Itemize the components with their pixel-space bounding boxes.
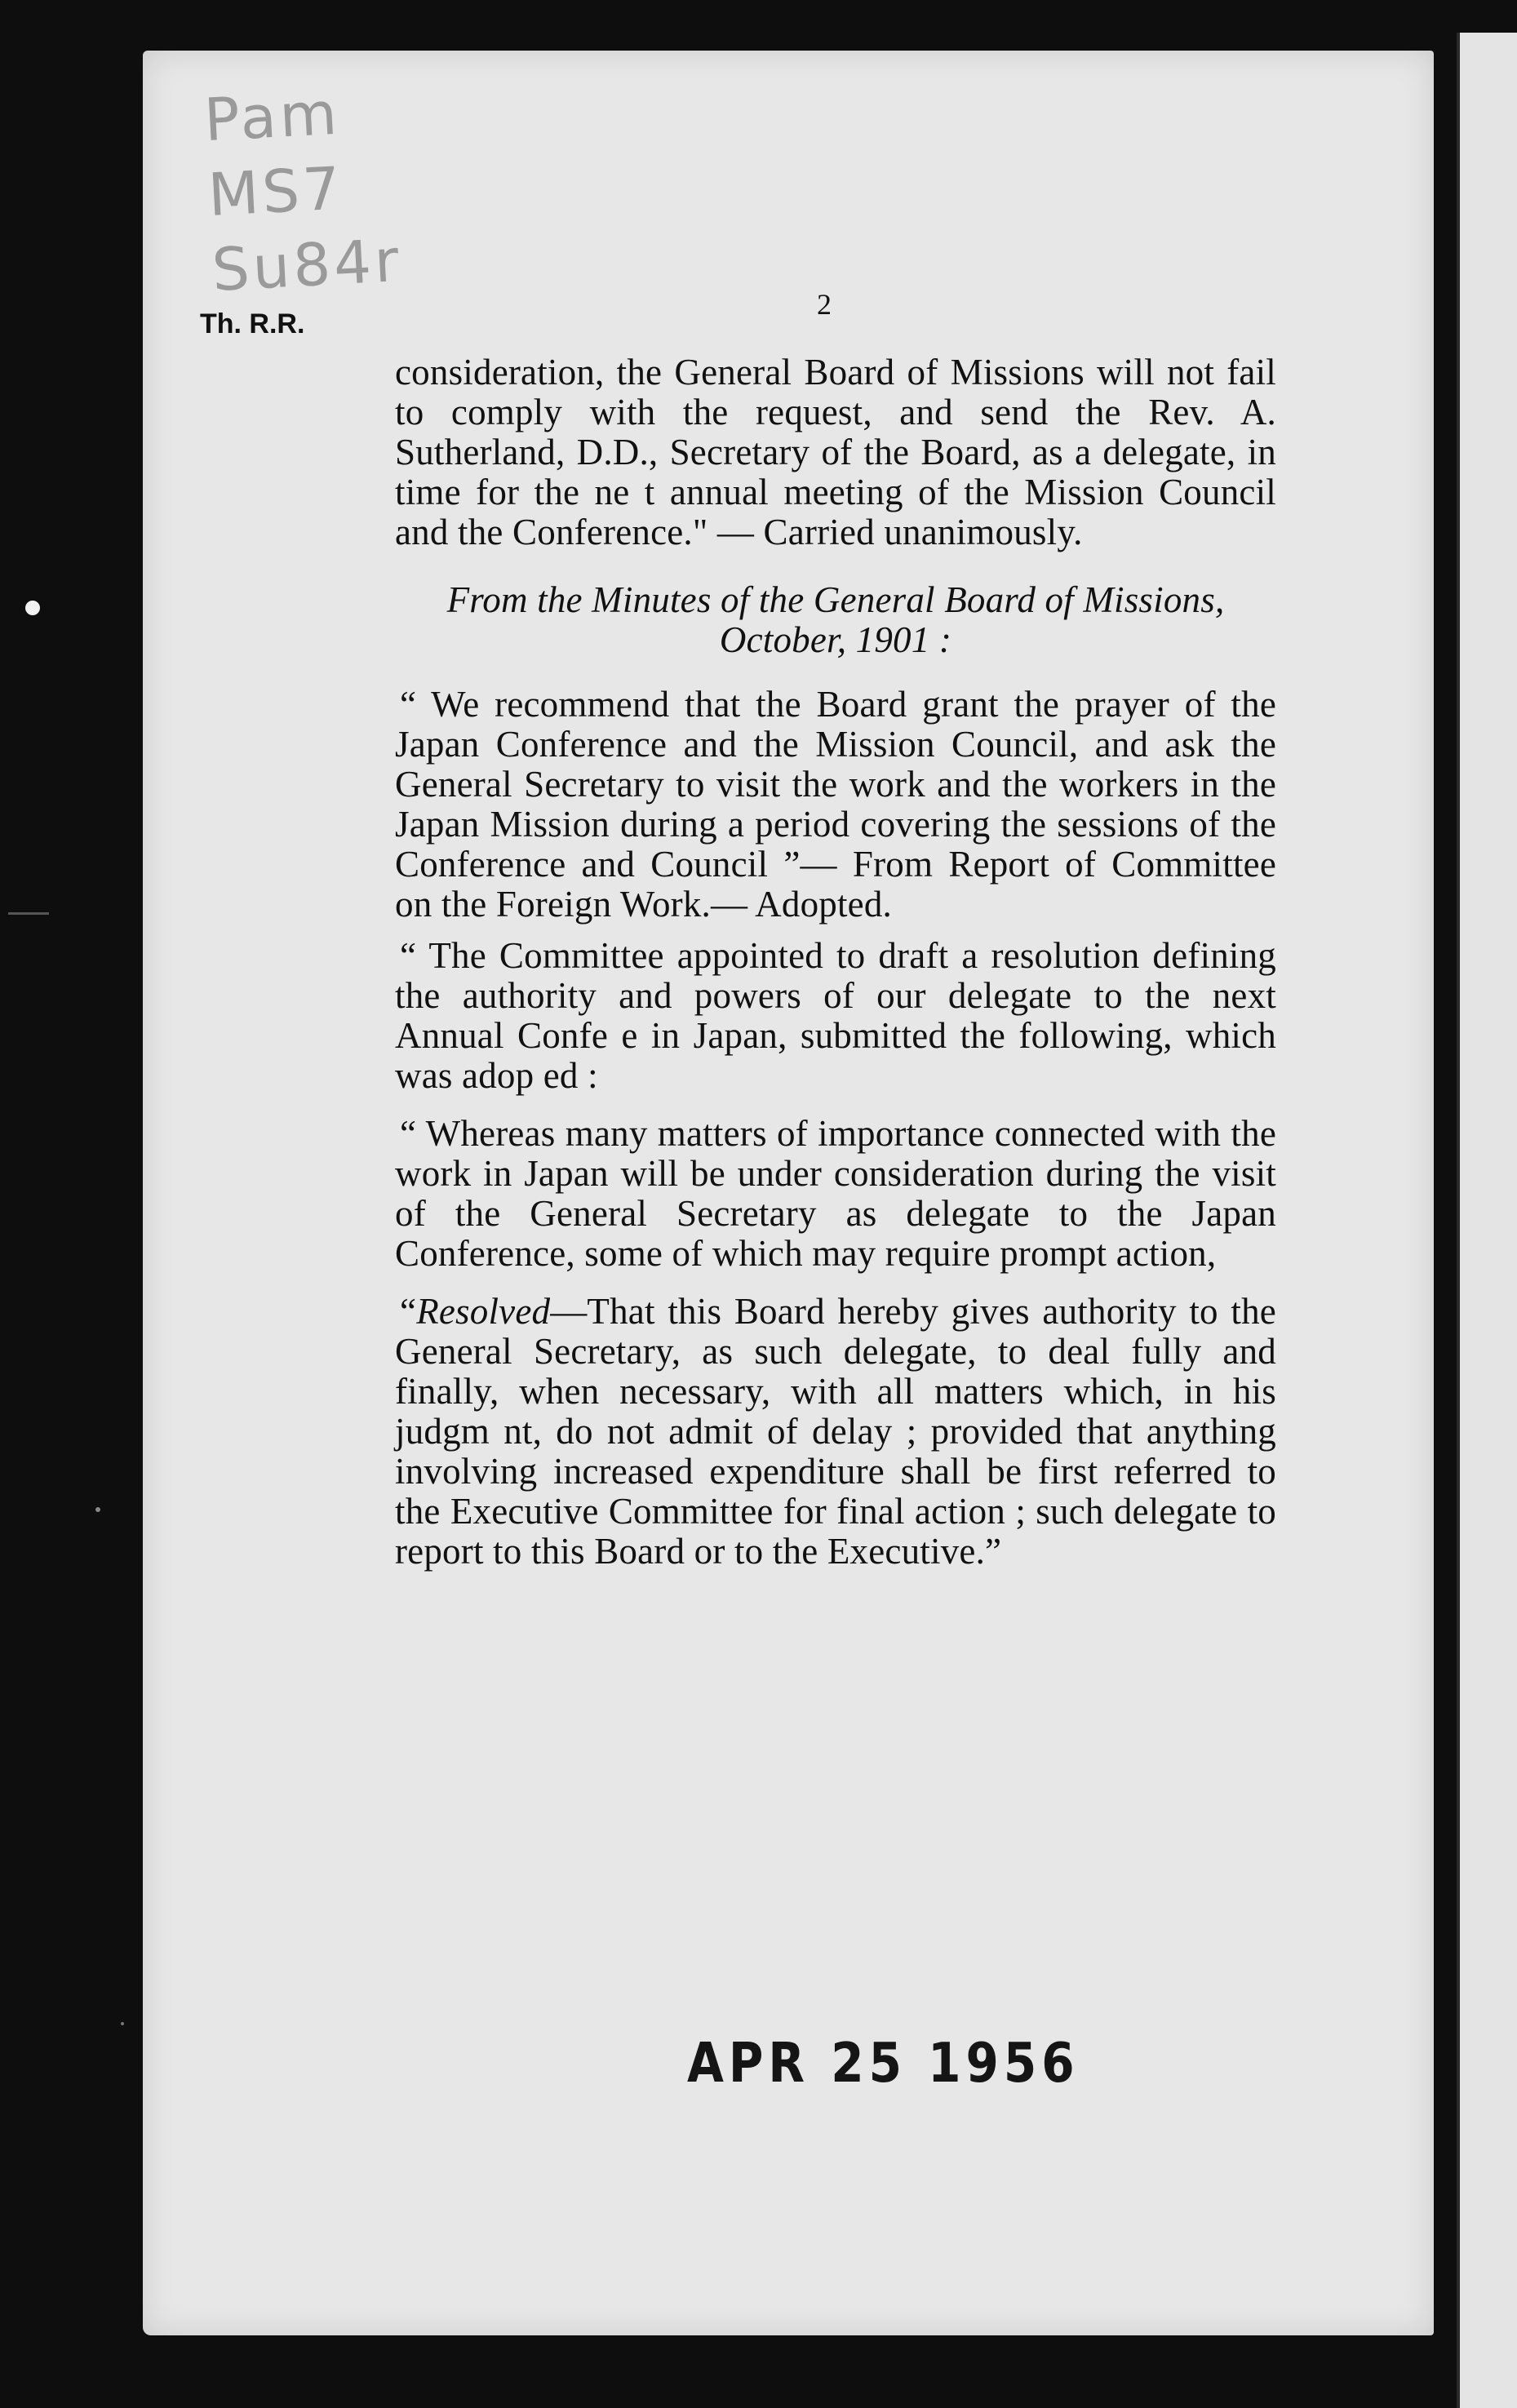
paragraph-committee: “ The Committee appointed to draft a resolution defining the authority and powers of our delegate to the next Annual Confe e in Japan, submitted the following, which was adop ed : xyxy=(395,935,1276,1096)
paragraph-recommend: “ We recommend that the Board grant the prayer of the Japan Conference and the Mission Council, and ask the General Secretary to visit the work and the workers in the Japan Mission during a period covering the sessions of the Conference and Council ”— From Report of Committee on the Foreign Work.— Adopted. xyxy=(395,684,1276,925)
heading-line: October, 1901 : xyxy=(719,619,952,660)
resolved-label: Resolved xyxy=(416,1291,551,1332)
paragraph-consideration: consideration, the General Board of Missions will not fail to comply with the request, and send the Rev. A. Sutherland, D.D., Secretary of the Board, as a delegate, in time for the ne t annual meeting of the Mission Council and the Conference." — Carried unanimously. xyxy=(395,352,1276,552)
paragraph-resolved xyxy=(395,1292,1276,1572)
scan-margin-specks xyxy=(0,0,147,2408)
handwritten-call-number xyxy=(202,73,404,308)
handwritten-line: MS7 xyxy=(206,153,345,230)
page-number: 2 xyxy=(817,288,832,321)
open-quote: “ xyxy=(400,1291,417,1332)
resolved-text: —That this Board hereby gives authority to the General Secretary, as such delegate, to deal fully and finally, when necessary, with all matters which, in his judgm nt, do not admit of delay ; provided that anything involving increased expenditure shall be first referred to the Executive Committee for final action ; such delegate to report to this Board or to the Executive.” xyxy=(395,1291,1276,1572)
handwritten-line: Pam xyxy=(202,78,342,155)
catalog-mark: Th. R.R. xyxy=(200,308,305,339)
handwritten-line: Su84r xyxy=(210,225,404,304)
facing-page-edge xyxy=(1457,33,1517,2408)
section-heading xyxy=(395,580,1276,660)
heading-line: From the Minutes of the General Board of Missions, xyxy=(446,579,1225,620)
paragraph-whereas: “ Whereas many matters of importance connected with the work in Japan will be under consideration during the visit of the General Secretary as delegate to the Japan Conference, some of which may require prompt action, xyxy=(395,1113,1276,1274)
document-body xyxy=(395,353,1276,1572)
date-stamp: APR 25 1956 xyxy=(687,2030,1080,2095)
